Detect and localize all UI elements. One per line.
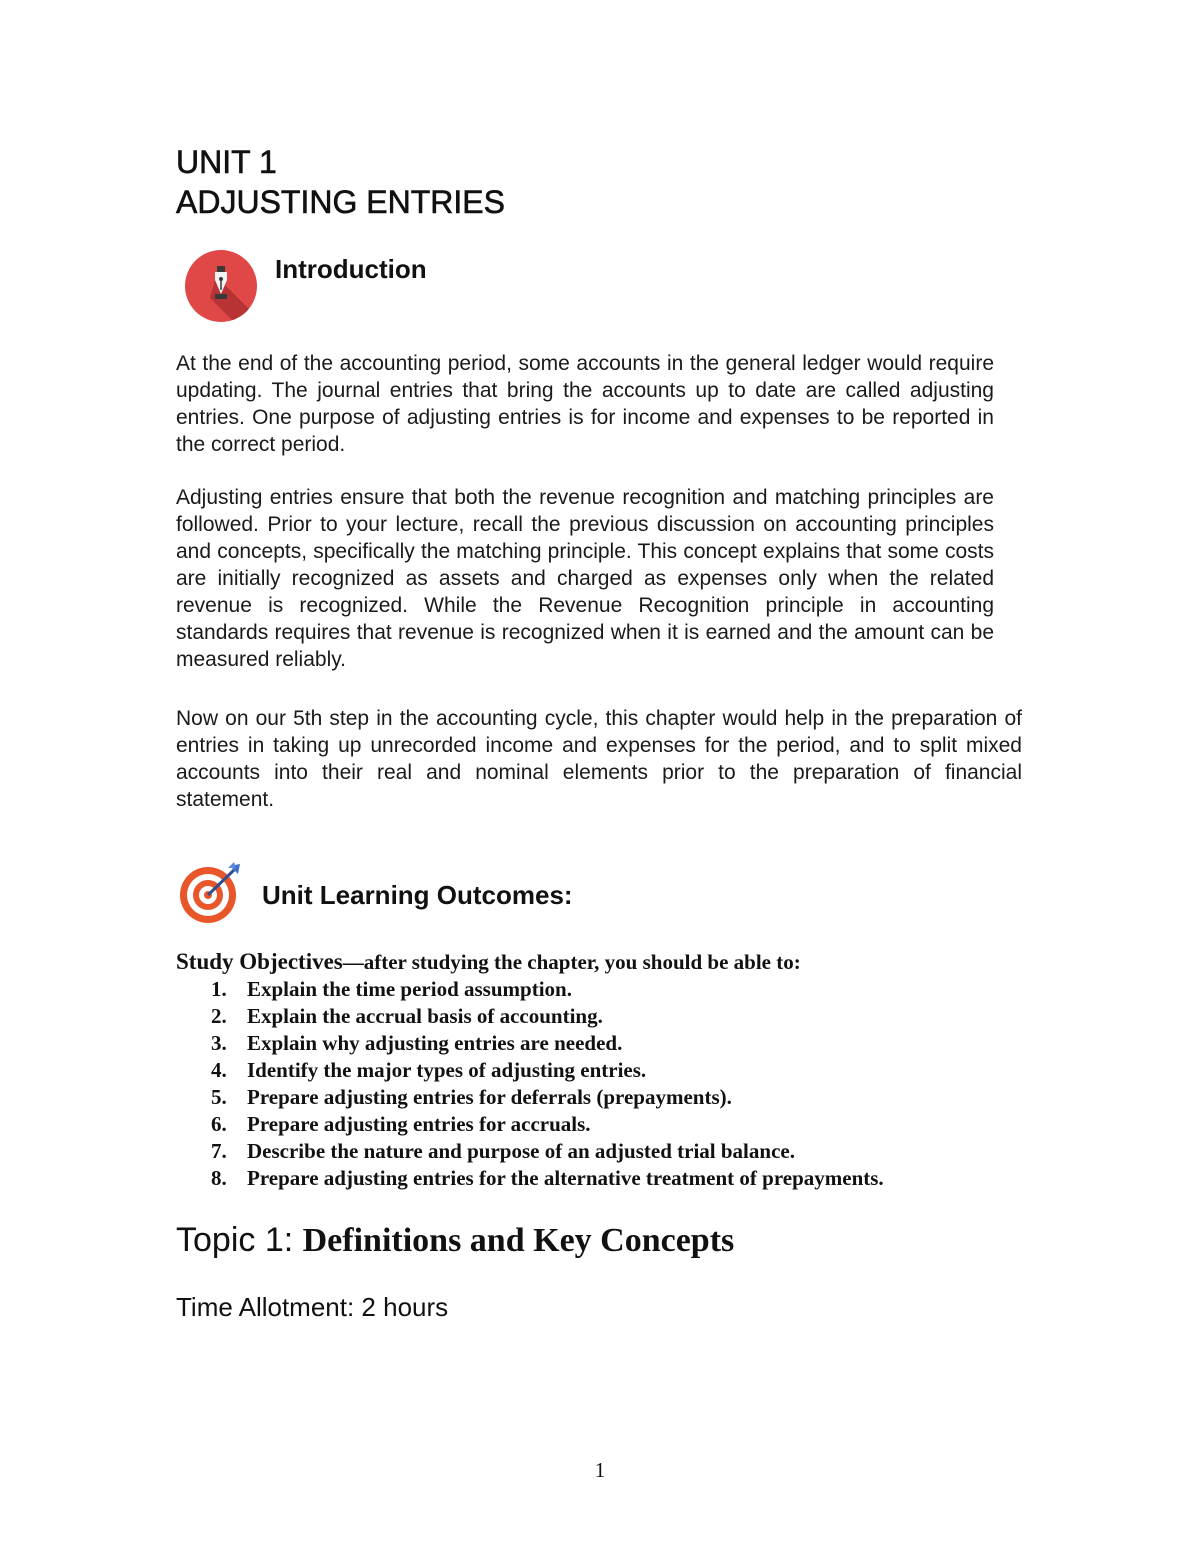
outcomes-heading: Unit Learning Outcomes: [262, 880, 573, 910]
target-icon [178, 862, 242, 924]
list-item-text: Describe the nature and purpose of an adjusted trial balance. [247, 1139, 795, 1163]
objectives-list [176, 976, 1076, 1192]
list-item-number: 6. [211, 1112, 227, 1136]
list-item [211, 1165, 1076, 1192]
intro-paragraph-1: At the end of the accounting period, some accounts in the general ledger would require updating. The journal entries that bring the accounts up to date are called adjusting entries. One purpose of adjusting entries is for income and expenses to be reported in the correct period. [176, 352, 994, 456]
study-objectives [176, 948, 1076, 1192]
list-item-text: Prepare adjusting entries for deferrals (prepayments). [247, 1085, 732, 1109]
list-item-text: Prepare adjusting entries for accruals. [247, 1112, 591, 1136]
list-item-text: Explain the time period assumption. [247, 977, 572, 1001]
intro-paragraph-2: Adjusting entries ensure that both the revenue recognition and matching principles are followed. Prior to your lecture, recall the previous discussion on accounting principles and concepts, specifically the matching principle. This concept explains that some costs are initially recognized as assets and charged as expenses only when the related revenue is recognized. While the Revenue Recognition principle in accounting standards requires that revenue is recognized when it is earned and the amount can be measured reliably. [176, 486, 994, 671]
topic-heading [176, 1218, 734, 1263]
page-number: 1 [594, 1458, 606, 1482]
list-item-number: 2. [211, 1004, 227, 1028]
list-item [211, 1030, 1076, 1057]
objectives-tail: —after studying the chapter, you should be able to: [342, 950, 801, 974]
unit-title [176, 142, 505, 222]
list-item-number: 4. [211, 1058, 227, 1082]
objectives-intro [176, 948, 1076, 976]
list-item [211, 1084, 1076, 1111]
list-item-number: 8. [211, 1166, 227, 1190]
list-item-text: Identify the major types of adjusting entries. [247, 1058, 647, 1082]
list-item-number: 5. [211, 1085, 227, 1109]
list-item-text: Explain the accrual basis of accounting. [247, 1004, 603, 1028]
list-item [211, 1138, 1076, 1165]
list-item-number: 7. [211, 1139, 227, 1163]
introduction-heading: Introduction [275, 254, 427, 284]
unit-number: UNIT 1 [176, 144, 277, 180]
list-item [211, 976, 1076, 1003]
list-item-text: Prepare adjusting entries for the alternative treatment of prepayments. [247, 1166, 884, 1190]
list-item-number: 1. [211, 977, 227, 1001]
list-item [211, 1111, 1076, 1138]
unit-name: ADJUSTING ENTRIES [176, 184, 505, 220]
time-allotment: Time Allotment: 2 hours [176, 1292, 449, 1322]
list-item-number: 3. [211, 1031, 227, 1055]
topic-prefix: Topic 1: [176, 1221, 303, 1259]
list-item [211, 1003, 1076, 1030]
list-item [211, 1057, 1076, 1084]
fountain-pen-icon [182, 250, 262, 322]
topic-title: Definitions and Key Concepts [302, 1222, 735, 1259]
intro-paragraph-3: Now on our 5th step in the accounting cycle, this chapter would help in the preparation of entries in taking up unrecorded income and expenses for the period, and to split mixed accounts into their real and nominal elements prior to the preparation of financial statement. [176, 707, 1022, 811]
objectives-lead: Study Objectives [176, 949, 343, 974]
list-item-text: Explain why adjusting entries are needed. [247, 1031, 623, 1055]
